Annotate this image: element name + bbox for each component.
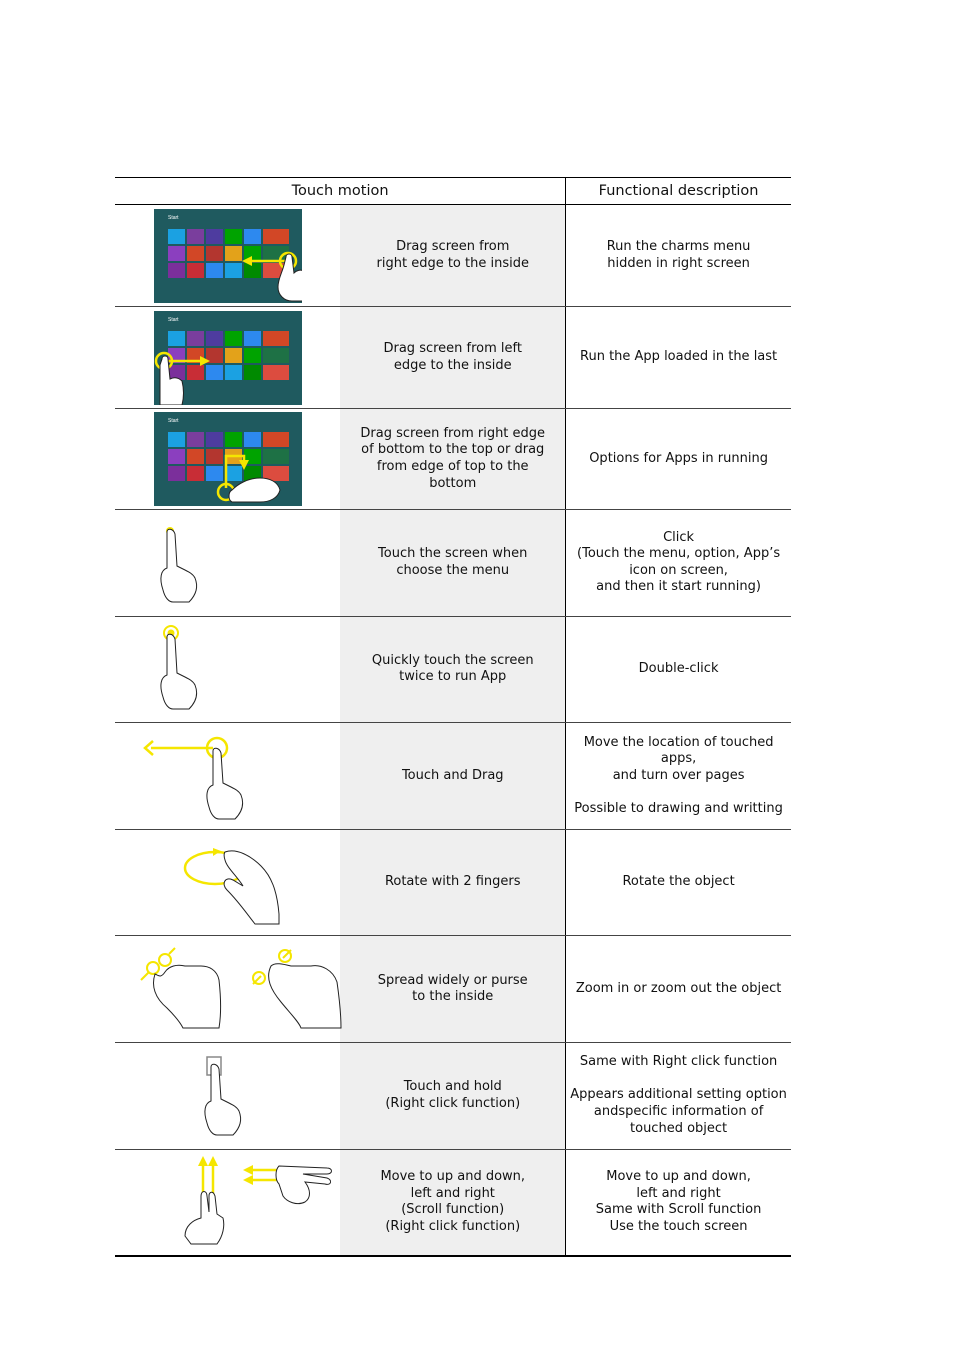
illustration-cell — [115, 1042, 340, 1149]
start-tile — [244, 229, 261, 244]
start-tile — [187, 246, 204, 261]
motion-description: Move to up and down, left and right (Scroll function) (Right click function) — [340, 1149, 565, 1256]
start-tile — [244, 331, 261, 346]
motion-description: Quickly touch the screen twice to run App — [340, 616, 565, 723]
spread-hand — [141, 948, 221, 1028]
start-tile — [263, 348, 289, 363]
table-row — [115, 1042, 791, 1149]
start-tile — [187, 365, 204, 380]
start-tile — [244, 432, 261, 447]
start-tile — [244, 365, 261, 380]
start-tile — [263, 229, 289, 244]
illustration-cell — [115, 616, 340, 723]
illustration-cell — [115, 723, 340, 830]
table-row — [115, 723, 791, 830]
function-description: Click (Touch the menu, option, App’s icon on screen, and then it start running) — [566, 510, 791, 617]
start-tile — [168, 229, 185, 244]
table-row — [115, 936, 791, 1043]
start-tile — [225, 229, 242, 244]
start-tile — [187, 331, 204, 346]
table-row — [115, 205, 791, 307]
function-description: Move the location of touched apps, and turn over pages Possible to drawing and writting — [566, 723, 791, 830]
illustration-cell — [115, 1149, 340, 1256]
function-description: Same with Right click function Appears additional setting option andspecific information of touched object — [566, 1042, 791, 1149]
gesture-table — [115, 177, 791, 1257]
motion-description: Touch and Drag — [340, 723, 565, 830]
start-screen-swipe-left-icon — [154, 311, 302, 405]
start-tile — [168, 466, 185, 481]
start-tile — [206, 331, 223, 346]
single-tap-icon — [115, 510, 370, 610]
start-tile — [187, 229, 204, 244]
function-description: Zoom in or zoom out the object — [566, 936, 791, 1043]
start-tile — [263, 331, 289, 346]
function-description: Run the App loaded in the last — [566, 307, 791, 409]
start-tile — [225, 466, 242, 481]
double-tap-icon — [115, 617, 370, 717]
start-tile — [263, 365, 289, 380]
motion-description: Touch and hold (Right click function) — [340, 1042, 565, 1149]
table-row — [115, 1149, 791, 1256]
start-tile — [206, 449, 223, 464]
start-tile — [225, 331, 242, 346]
start-tile — [187, 432, 204, 447]
start-tile — [168, 331, 185, 346]
start-tile — [225, 263, 242, 278]
motion-description: Rotate with 2 fingers — [340, 829, 565, 936]
table-row — [115, 616, 791, 723]
illustration-cell — [115, 307, 340, 409]
start-tile — [168, 263, 185, 278]
illustration-cell — [115, 829, 340, 936]
function-description: Options for Apps in running — [566, 409, 791, 510]
rotate-two-fingers-icon — [115, 830, 370, 930]
start-tile — [244, 348, 261, 363]
start-tile — [187, 466, 204, 481]
pinch-spread-icon — [115, 936, 370, 1036]
illustration-cell — [115, 409, 340, 510]
pinch-hand — [253, 950, 341, 1028]
illustration-cell — [115, 936, 340, 1043]
start-screen-label: Start — [167, 214, 179, 221]
start-tile — [206, 466, 223, 481]
start-tile — [187, 263, 204, 278]
motion-description: Touch the screen when choose the menu — [340, 510, 565, 617]
start-tile — [225, 365, 242, 380]
two-finger-scroll-icon — [115, 1150, 370, 1250]
motion-description: Drag screen from right edge of bottom to the top or drag from edge of top to the bottom — [340, 409, 565, 510]
motion-description: Drag screen from right edge to the inside — [340, 205, 565, 307]
horizontal-scroll-hand — [243, 1165, 332, 1204]
start-tile — [225, 246, 242, 261]
table-row — [115, 829, 791, 936]
function-description: Double-click — [566, 616, 791, 723]
touch-drag-icon — [115, 723, 370, 823]
vertical-scroll-hand — [185, 1156, 224, 1244]
start-tile — [206, 365, 223, 380]
start-tile — [244, 263, 261, 278]
function-description: Move to up and down, left and right Same with Scroll function Use the touch screen — [566, 1149, 791, 1256]
start-tile — [168, 449, 185, 464]
table-row — [115, 510, 791, 617]
illustration-cell — [115, 205, 340, 307]
start-tile — [225, 348, 242, 363]
start-tile — [168, 432, 185, 447]
start-tile — [225, 432, 242, 447]
start-tile — [206, 263, 223, 278]
start-tile — [206, 432, 223, 447]
touch-and-hold-icon — [115, 1043, 370, 1143]
start-screen-label: Start — [167, 316, 179, 323]
header-functional-description: Functional description — [566, 178, 791, 205]
start-tile — [168, 246, 185, 261]
motion-description: Drag screen from left edge to the inside — [340, 307, 565, 409]
start-tile — [206, 246, 223, 261]
table-header-row — [115, 178, 791, 205]
start-screen-swipe-bottom-icon — [154, 412, 302, 506]
table-row — [115, 307, 791, 409]
function-description: Run the charms menu hidden in right screen — [566, 205, 791, 307]
start-tile — [263, 432, 289, 447]
table-row — [115, 409, 791, 510]
start-tile — [263, 449, 289, 464]
start-tile — [206, 229, 223, 244]
motion-description: Spread widely or purse to the inside — [340, 936, 565, 1043]
start-tile — [187, 449, 204, 464]
header-touch-motion: Touch motion — [115, 178, 566, 205]
illustration-cell — [115, 510, 340, 617]
function-description: Rotate the object — [566, 829, 791, 936]
start-screen-swipe-right-icon — [154, 209, 302, 303]
start-screen-label: Start — [167, 418, 179, 424]
